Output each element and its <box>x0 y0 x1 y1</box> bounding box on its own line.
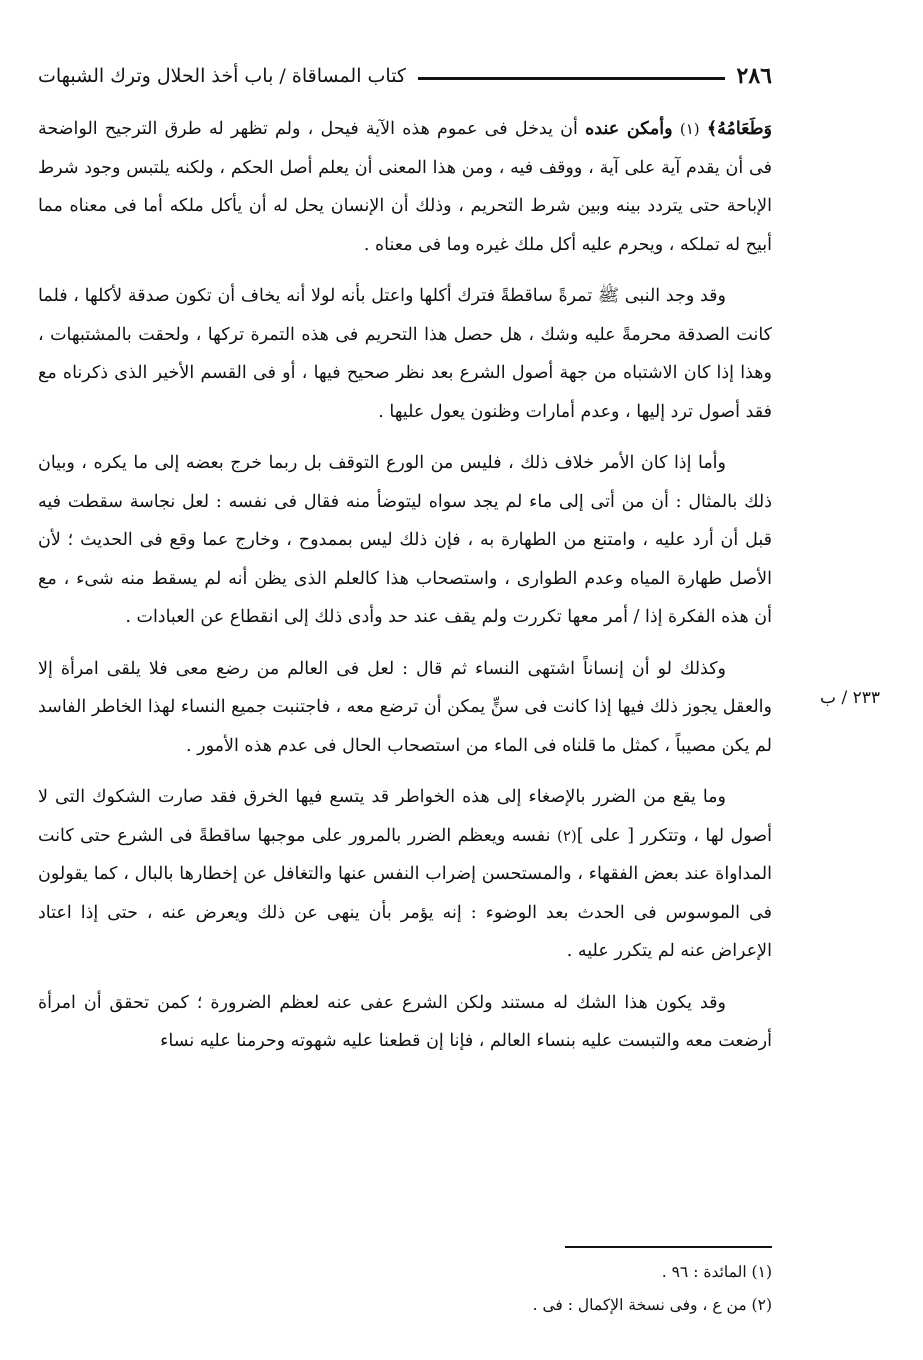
footnote-ref-1: (١) <box>679 120 700 138</box>
paragraph-6: وقد يكون هذا الشك له مستند ولكن الشرع عفى عنه لعظم الضرورة ؛ كمن تحقق أن امرأة أرضعت معه والتبست عليه بنساء العالم ، فإنا إن قطعنا عليه شهوته وحرمنا عليه نساء <box>38 992 772 1051</box>
manuscript-folio-note: ٢٣٣ / ب <box>820 688 880 708</box>
footnote-2: (٢) من ع ، وفى نسخة الإكمال : فى . <box>532 1296 772 1314</box>
page-header <box>38 56 772 96</box>
footnote-ref-2: (٢) <box>556 826 577 845</box>
page-number: ٢٨٦ <box>736 63 772 89</box>
paragraph-5-text-b: نفسه ويعظم الضرر بالمرور على موجبها ساقطةً فى الشرع حتى كانت المداواة عند بعض الفقهاء ، والمستحسن إضراب النفس عنها والتغافل عن إخطارها بالبال ، كما يقولون فى الموسوس فى الحدث بعد الوضوء : إنه يؤمر بأن ينهى عن ذلك ويعرض عنه ، حتى إذا اعتاد الإعراض عنه لم يتكرر عليه . <box>38 825 772 961</box>
paragraph-2: وقد وجد النبى ﷺ تمرةً ساقطةً فترك أكلها واعتل بأنه لولا أنه يخاف أن تكون صدقة لأكلها ، فلما كانت الصدقة محرمةً عليه وشك ، هل حصل هذا التحريم فى هذه التمرة تركها ، ولحقت بالمشتبهات ، وهذا إذا كان الاشتباه من جهة أصول الشرع بعد نظر صحيح فيها ، أو فى القسم الأخير الذى ذكرناه مع فقد أصول ترد إليها ، وعدم أمارات وظنون يعول عليها . <box>38 286 772 422</box>
footnotes <box>300 1256 772 1322</box>
paragraph-1 <box>38 110 772 264</box>
paragraph-3: وأما إذا كان الأمر خلاف ذلك ، فليس من الورع التوقف بل ربما خرج بعضه إلى ما يكره ، وبيان ذلك بالمثال : أن من أتى إلى ماء لم يجد سواه ليتوضأ منه فقال فى نفسه : لعل نجاسة سقطت فيه قبل أن أرد عليه ، وامتنع من الطهارة به ، فإن ذلك ليس بممدوح ، وخارج عما وقع فى الحديث ؛ لأن الأصل طهارة المياه وعدم الطوارى ، واستصحاب هذا كالعلم الذى يظن أنه لم يسقط منه شىء ، مع أن هذه الفكرة إذا / أمر معها تكررت ولم يقف عند حد وأدى ذلك إلى انقطاع عن العبادات . <box>38 453 772 627</box>
footnote-separator <box>565 1246 772 1248</box>
paragraph-4: وكذلك لو أن إنساناً اشتهى النساء ثم قال : لعل فى العالم من رضع معى فلا يلقى امرأة إلا والعقل يجوز ذلك فيها إذا كانت فى سنٍّ يمكن أن ترضع معه ، فاجتنبت جميع النساء لهذا الخاطر الفاسد لم يكن مصيباً ، كمثل ما قلناه فى الماء من استصحاب الحال فى عدم هذه الأمور . <box>38 658 772 756</box>
paragraph-5 <box>38 778 772 971</box>
quran-fragment: وَطَعَامُهُ﴾ <box>706 119 772 139</box>
main-text <box>38 110 772 1074</box>
footnote-1: (١) المائدة : ٩٦ . <box>661 1263 772 1281</box>
paragraph-1-text: أن يدخل فى عموم هذه الآية فيحل ، ولم تظهر له طرق الترجيح الواضحة فى أن يقدم آية على آية ، ووقف فيه ، ومن هذا المعنى أن يعلم أصل الحكم ، ولكنه يلتبس وجود شرط الإباحة حتى يتردد بينه وبين شرط التحريم ، وذلك أن الإنسان يحل له أن يأكل ملكه أما فى معناه مما أبيح له تملكه ، ويحرم عليه أكل ملك غيره وما فى معناه . <box>38 119 772 255</box>
running-title: كتاب المساقاة / باب أخذ الحلال وترك الشبهات <box>38 65 406 87</box>
paragraph-5-text-a: وما يقع من الضرر بالإصغاء إلى هذه الخواطر قد يتسع فيها الخرق فقد صارت الشكوك التى لا أصول لها ، وتتكرر [ على ] <box>38 787 772 846</box>
header-rule <box>418 77 725 80</box>
emphasis-text: وأمكن عنده <box>585 119 673 139</box>
